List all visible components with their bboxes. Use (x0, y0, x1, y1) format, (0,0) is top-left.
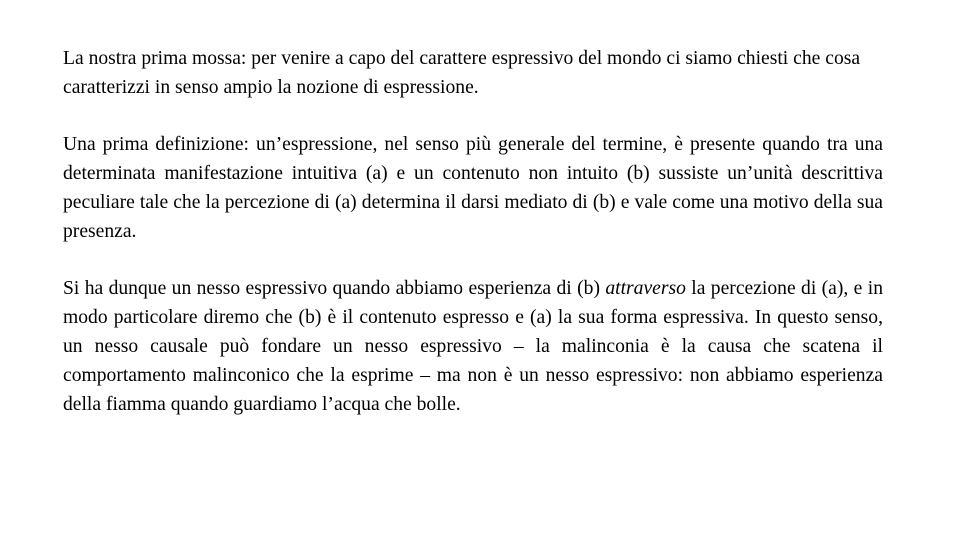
paragraph-3-italic-word: attraverso (605, 278, 686, 300)
paragraph-3 (63, 275, 883, 419)
paragraph-2: Una prima definizione: un’espressione, nel senso più generale del termine, è presente quando tra una determinata manifestazione intuitiva (a) e un contenuto non intuito (b) sussiste un’unità descrittiva peculiare tale che la percezione di (a) determina il darsi mediato di (b) e vale come una motivo della sua presenza. (63, 134, 883, 242)
paragraph-spacer (63, 103, 883, 132)
paragraph-3-text-start: Si ha dunque un nesso espressivo quando abbiamo esperienza di (b) (63, 278, 606, 300)
paragraph-1: La nostra prima mossa: per venire a capo del carattere espressivo del mondo ci siamo chiesti che cosa caratterizzi in senso ampio la nozione di espressione. (63, 48, 861, 98)
paragraph-3-text-end: la percezione di (a), e in modo particolare diremo che (b) è il contenuto espresso e (a) la sua forma espressiva. In questo senso, un nesso causale può fondare un nesso espressivo – la malinconia è la causa che scatena il comportamento malinconico che la esprime – ma non è un nesso espressivo: non abbiamo esperienza della fiamma quando guardiamo l’acqua che bolle. (63, 278, 883, 415)
paragraph-spacer (63, 247, 883, 276)
text-body (63, 45, 883, 419)
